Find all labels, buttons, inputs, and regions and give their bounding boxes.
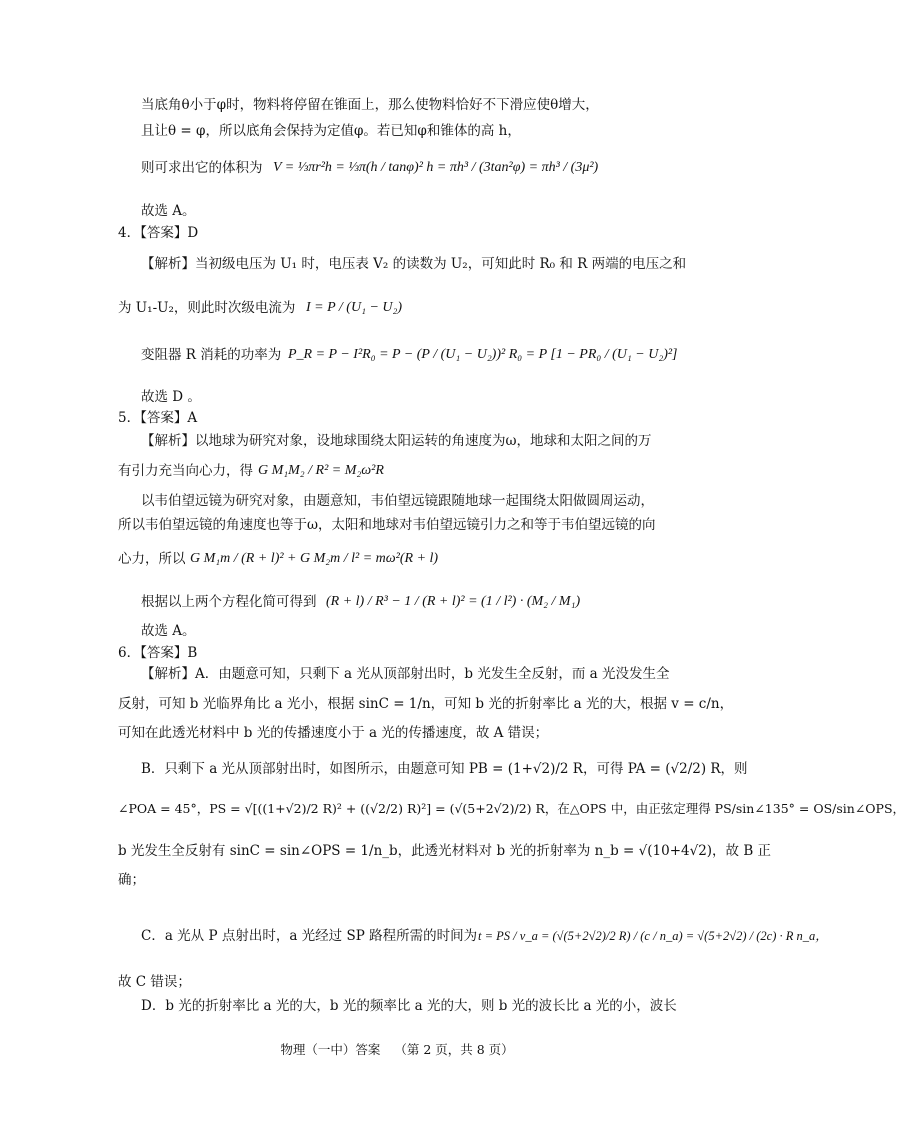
q6-option-b-line-3: b 光发生全反射有 sinC = sin∠OPS = 1/n_b，此透光材料对 b 光的折射率为 n_b = √(10+4√2)，故 B 正 [118, 843, 772, 859]
q6-option-c-formula: t = PS / v_a = (√(5+2√2)/2 R) / (c / n_a) = √(5+2√2) / (2c) · R n_a， [478, 929, 828, 943]
q6-analysis-line-3: 可知在此透光材料中 b 光的传播速度小于 a 光的传播速度，故 A 错误； [118, 725, 549, 741]
q5-telescope-text: 心力，所以 [118, 551, 186, 567]
q6-option-b-line-1: B．只剩下 a 光从顶部射出时，如图所示，由题意可知 PB = (1+√2)/2 R，可得 PA = (√2/2) R，则 [141, 761, 748, 777]
q6-option-d-line-1: D．b 光的折射率比 a 光的大，b 光的频率比 a 光的大，则 b 光的波长比 a 光的小，波长 [141, 998, 677, 1014]
q6-analysis-line-1: 【解析】A．由题意可知，只剩下 a 光从顶部射出时，b 光发生全反射，而 a 光没发生全 [141, 666, 670, 682]
page-footer [0, 1040, 794, 1058]
q6-option-b-line-2: ∠POA = 45°，PS = √[((1+√2)/2 R)² + ((√2/2) R)²] = (√(5+2√2)/2) R，在△OPS 中，由正弦定理得 PS/sin∠135° = OS/sin∠OPS， [118, 801, 905, 816]
q3-volume-formula: V = ⅓πr²h = ⅓π(h / tanφ)² h = πh³ / (3tan²φ) = πh³ / (3μ²) [273, 160, 599, 175]
q5-answer-heading: 5．【答案】A [118, 410, 198, 426]
q5-analysis-line-4: 所以韦伯望远镜的角速度也等于ω，太阳和地球对韦伯望远镜引力之和等于韦伯望远镜的向 [118, 517, 656, 533]
q4-power-formula: P_R = P − I²R₀ = P − (P / (U₁ − U₂))² R₀ = P [1 − PR₀ / (U₁ − U₂)²] [288, 347, 678, 362]
q6-option-c-text: C．a 光从 P 点射出时，a 光经过 SP 路程所需的时间为 [141, 928, 478, 944]
q5-simplify-text: 根据以上两个方程化简可得到 [141, 594, 317, 610]
q3-text-line-2: 且让θ = φ，所以底角会保持为定值φ。若已知φ和锥体的高 h， [141, 123, 521, 139]
q4-answer-heading: 4．【答案】D [118, 225, 199, 241]
q5-choice: 故选 A。 [141, 623, 196, 639]
q4-current-formula: I = P / (U₁ − U₂) [306, 300, 403, 315]
q5-analysis-line-1: 【解析】以地球为研究对象，设地球围绕太阳运转的角速度为ω，地球和太阳之间的万 [141, 433, 652, 449]
q4-current-text: 为 U₁-U₂，则此时次级电流为 [118, 300, 296, 316]
q5-simplify-formula: (R + l) / R³ − 1 / (R + l)² = (1 / l²) · (M₂ / M₁) [326, 594, 581, 609]
footer-page-number: （第 2 页，共 8 页） [394, 1042, 514, 1057]
q3-text-line-1: 当底角θ小于φ时，物料将停留在锥面上，那么使物料恰好不下滑应使θ增大， [141, 97, 599, 113]
q6-option-b-line-4: 确； [118, 872, 145, 888]
q4-analysis-line-1: 【解析】当初级电压为 U₁ 时，电压表 V₂ 的读数为 U₂，可知此时 R₀ 和 R 两端的电压之和 [141, 256, 687, 272]
q6-answer-heading: 6．【答案】B [118, 645, 198, 661]
footer-subject: 物理（一中）答案 [280, 1042, 381, 1057]
q4-power-text: 变阻器 R 消耗的功率为 [141, 347, 282, 363]
q6-option-c-conclusion: 故 C 错误； [118, 974, 191, 990]
q5-telescope-formula: G M₁m / (R + l)² + G M₂m / l² = mω²(R + l) [190, 551, 439, 566]
q4-choice: 故选 D 。 [141, 389, 201, 405]
q3-choice: 故选 A。 [141, 203, 196, 219]
q5-analysis-line-3: 以韦伯望远镜为研究对象，由题意知，韦伯望远镜跟随地球一起围绕太阳做圆周运动， [141, 493, 654, 509]
q6-analysis-line-2: 反射，可知 b 光临界角比 a 光小，根据 sinC = 1/n，可知 b 光的折射率比 a 光的大，根据 v = c/n， [118, 696, 734, 712]
q5-gravity-formula: G M₁M₂ / R² = M₂ω²R [258, 463, 384, 478]
q5-gravity-text: 有引力充当向心力，得 [118, 463, 253, 479]
q3-volume-text: 则可求出它的体积为 [141, 160, 263, 176]
